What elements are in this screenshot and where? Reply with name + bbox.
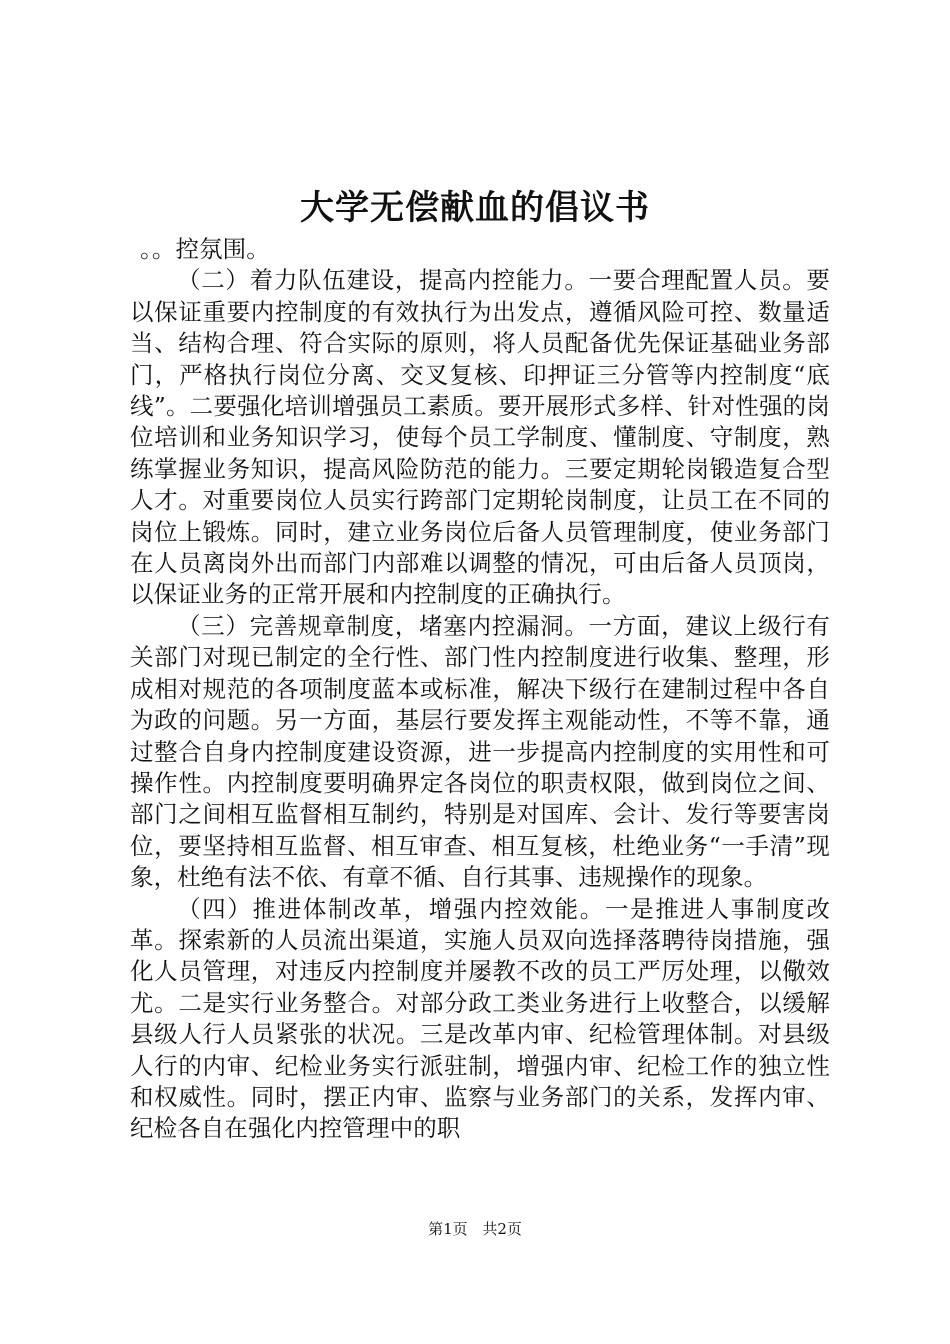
page-number: 第1页 — [428, 1220, 468, 1238]
document-body — [130, 234, 830, 1145]
page-total: 共2页 — [482, 1220, 522, 1238]
paragraph-section-2: （二）着力队伍建设，提高内控能力。一要合理配置人员。要以保证重要内控制度的有效执行为出发点，遵循风险可控、数量适当、结构合理、符合实际的原则，将人员配备优先保证基础业务部门，严格执行岗位分离、交叉复核、印押证三分管等内控制度“底线”。二要强化培训增强员工素质。要开展形式多样、针对性强的岗位培训和业务知识学习，使每个员工学制度、懂制度、守制度，熟练掌握业务知识，提高风险防范的能力。三要定期轮岗锻造复合型人才。对重要岗位人员实行跨部门定期轮岗制度，让员工在不同的岗位上锻炼。同时，建立业务岗位后备人员管理制度，使业务部门在人员离岗外出而部门内部难以调整的情况，可由后备人员顶岗，以保证业务的正常开展和内控制度的正确执行。 — [130, 266, 830, 609]
page-footer — [0, 1219, 950, 1239]
paragraph-section-3: （三）完善规章制度，堵塞内控漏洞。一方面，建议上级行有关部门对现已制定的全行性、部门性内控制度进行收集、整理，形成相对规范的各项制度蓝本或标准，解决下级行在建制过程中各自为政的问题。另一方面，基层行要发挥主观能动性，不等不靠，通过整合自身内控制度建设资源，进一步提高内控制度的实用性和可操作性。内控制度要明确界定各岗位的职责权限，做到岗位之间、部门之间相互监督相互制约，特别是对国库、会计、发行等要害岗位，要坚持相互监督、相互审查、相互复核，杜绝业务“一手清”现象，杜绝有法不依、有章不循、自行其事、违规操作的现象。 — [130, 611, 830, 892]
paragraph-section-4: （四）推进体制改革，增强内控效能。一是推进人事制度改革。探索新的人员流出渠道，实施人员双向选择落聘待岗措施，强化人员管理，对违反内控制度并屡教不改的员工严厉处理，以儆效尤。二是实行业务整合。对部分政工类业务进行上收整合，以缓解县级人行人员紧张的状况。三是改革内审、纪检管理体制。对县级人行的内审、纪检业务实行派驻制，增强内审、纪检工作的独立性和权威性。同时，摆正内审、监察与业务部门的关系，发挥内审、纪检各自在强化内控管理中的职 — [130, 894, 830, 1143]
paragraph-continuation: 。。控氛围。 — [140, 235, 270, 263]
document-title: 大学无偿献血的倡议书 — [300, 188, 650, 228]
